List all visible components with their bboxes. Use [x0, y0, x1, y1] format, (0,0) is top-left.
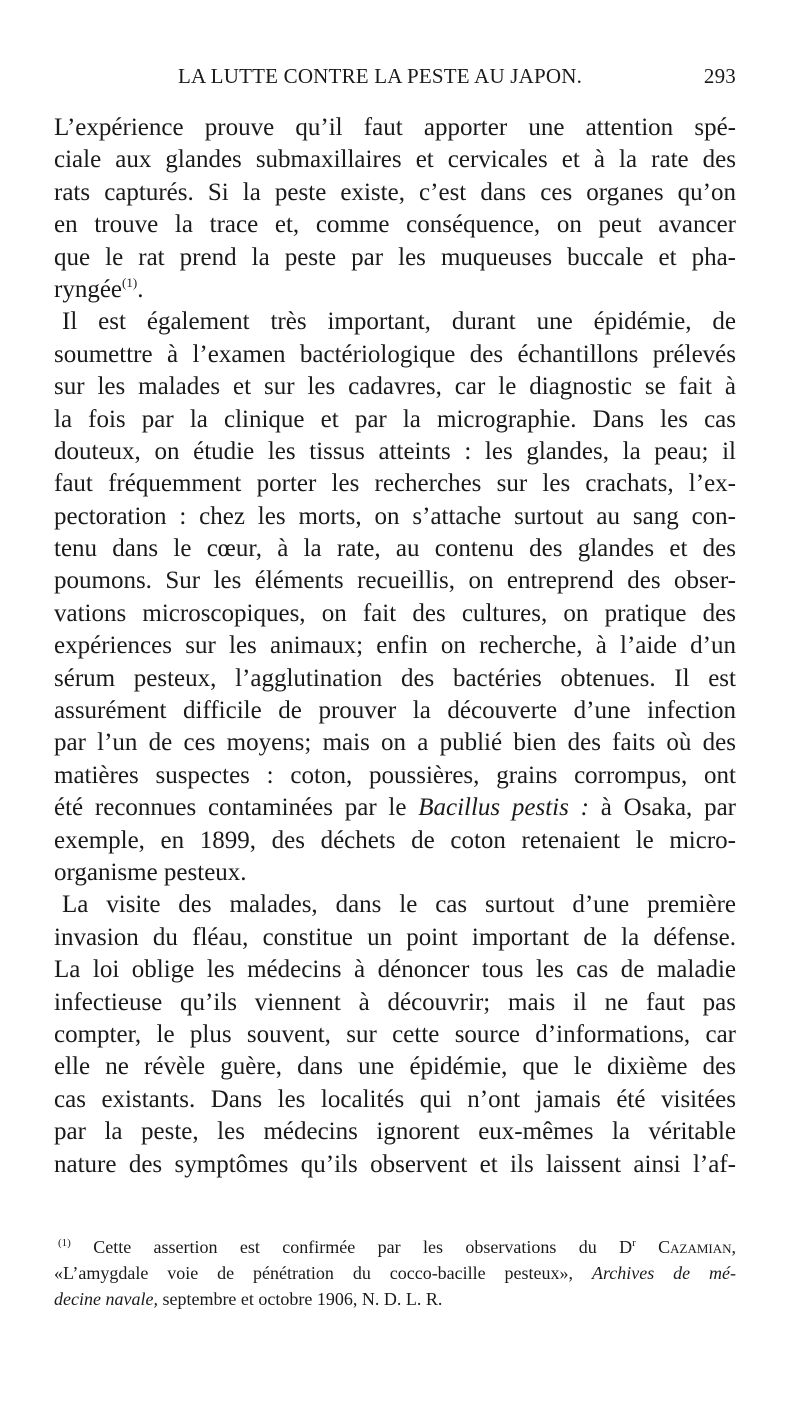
text-fragment: ryngée	[54, 275, 123, 303]
journal-title: decine navale,	[54, 1289, 158, 1309]
text-line: rats capturés. Si la peste existe, c’est dans ces organes qu’on	[54, 178, 736, 206]
footnote-line	[54, 1234, 736, 1260]
footnote	[54, 1234, 736, 1312]
text-fragment: à Osaka, par	[600, 794, 736, 822]
text-line: en trouve la trace et, comme conséquence, on peut avancer	[54, 211, 736, 239]
text-line: L’expérience prouve qu’il faut apporter une attention spé-	[54, 114, 736, 141]
footnote-reference: (1)	[122, 274, 138, 290]
footnote-marker: (1)	[58, 1237, 71, 1249]
footnote-text: septembre et octobre 1906, N. D. L. R.	[162, 1289, 443, 1309]
text-line: La loi oblige les médecins à dénoncer tous les cas de maladie	[54, 956, 736, 984]
text-line: douteux, on étudie les tissus atteints : les glandes, la peau; il	[54, 437, 736, 465]
text-fragment: été reconnues contaminées par le	[54, 794, 407, 822]
body-text	[54, 112, 736, 1181]
author-name: Cazamian,	[658, 1237, 737, 1257]
text-line: La visite des malades, dans le cas surtout d’une première	[62, 891, 736, 919]
species-name: Bacillus pestis :	[418, 794, 589, 822]
text-line	[54, 792, 736, 824]
text-line: exemple, en 1899, des déchets de coton retenaient le micro-	[54, 826, 736, 854]
text-line: infectieuse qu’ils viennent à découvrir; mais il ne faut pas	[54, 988, 736, 1016]
text-line: pectoration : chez les morts, on s’attache surtout au sang con-	[54, 502, 736, 530]
journal-title: Archives de mé-	[591, 1263, 737, 1283]
text-line: cas existants. Dans les localités qui n’ont jamais été visitées	[54, 1085, 736, 1113]
text-line: par la peste, les médecins ignorent eux-mêmes la véritable	[54, 1118, 736, 1146]
text-line: organisme pesteux.	[54, 858, 247, 886]
text-line: sérum pesteux, l’agglutination des bactéries obtenues. Il est	[54, 664, 736, 692]
text-line: invasion du fléau, constitue un point important de la défense.	[54, 923, 736, 951]
text-line: la fois par la clinique et par la micrographie. Dans les cas	[54, 405, 736, 433]
text-line: vations microscopiques, on fait des cultures, on pratique des	[54, 599, 736, 627]
text-line: expériences sur les animaux; enfin on recherche, à l’aide d’un	[54, 632, 736, 660]
text-line: ciale aux glandes submaxillaires et cervicales et à la rate des	[54, 146, 736, 174]
text-line	[54, 274, 736, 306]
footnote-line	[54, 1260, 736, 1286]
text-line: matières suspectes : coton, poussières, grains corrompus, ont	[54, 761, 736, 789]
page-number: 293	[703, 64, 736, 88]
text-line: que le rat prend la peste par les muqueuses buccale et pha-	[54, 243, 736, 271]
footnote-text: Cette assertion est confirmée par les observations du D	[93, 1237, 633, 1257]
text-line: par l’un de ces moyens; mais on a publié bien des faits où des	[54, 729, 736, 757]
footnote-abbrev: r	[632, 1237, 636, 1249]
running-title: LA LUTTE CONTRE LA PESTE AU JAPON.	[178, 64, 583, 88]
text-line: faut fréquemment porter les recherches sur les crachats, l’ex-	[54, 470, 736, 498]
text-line: compter, le plus souvent, sur cette source d’informations, car	[54, 1020, 736, 1048]
footnote-line	[54, 1286, 736, 1312]
text-line: elle ne révèle guère, dans une épidémie, que le dixième des	[54, 1053, 736, 1081]
text-line: tenu dans le cœur, à la rate, au contenu des glandes et des	[54, 535, 736, 563]
text-fragment: .	[137, 275, 144, 303]
footnote-text: «L’amygdale voie de pénétration du cocco-bacille pesteux»,	[54, 1263, 574, 1283]
text-line: sur les malades et sur les cadavres, car le diagnostic se fait à	[54, 373, 736, 401]
text-line: Il est également très important, durant une épidémie, de	[62, 308, 736, 336]
text-line: soumettre à l’examen bactériologique des échantillons prélevés	[54, 340, 736, 368]
text-line: poumons. Sur les éléments recueillis, on entreprend des obser-	[54, 567, 736, 595]
text-line: assurément difficile de prouver la découverte d’une infection	[54, 697, 736, 725]
text-line: nature des symptômes qu’ils observent et ils laissent ainsi l’af-	[54, 1150, 736, 1178]
